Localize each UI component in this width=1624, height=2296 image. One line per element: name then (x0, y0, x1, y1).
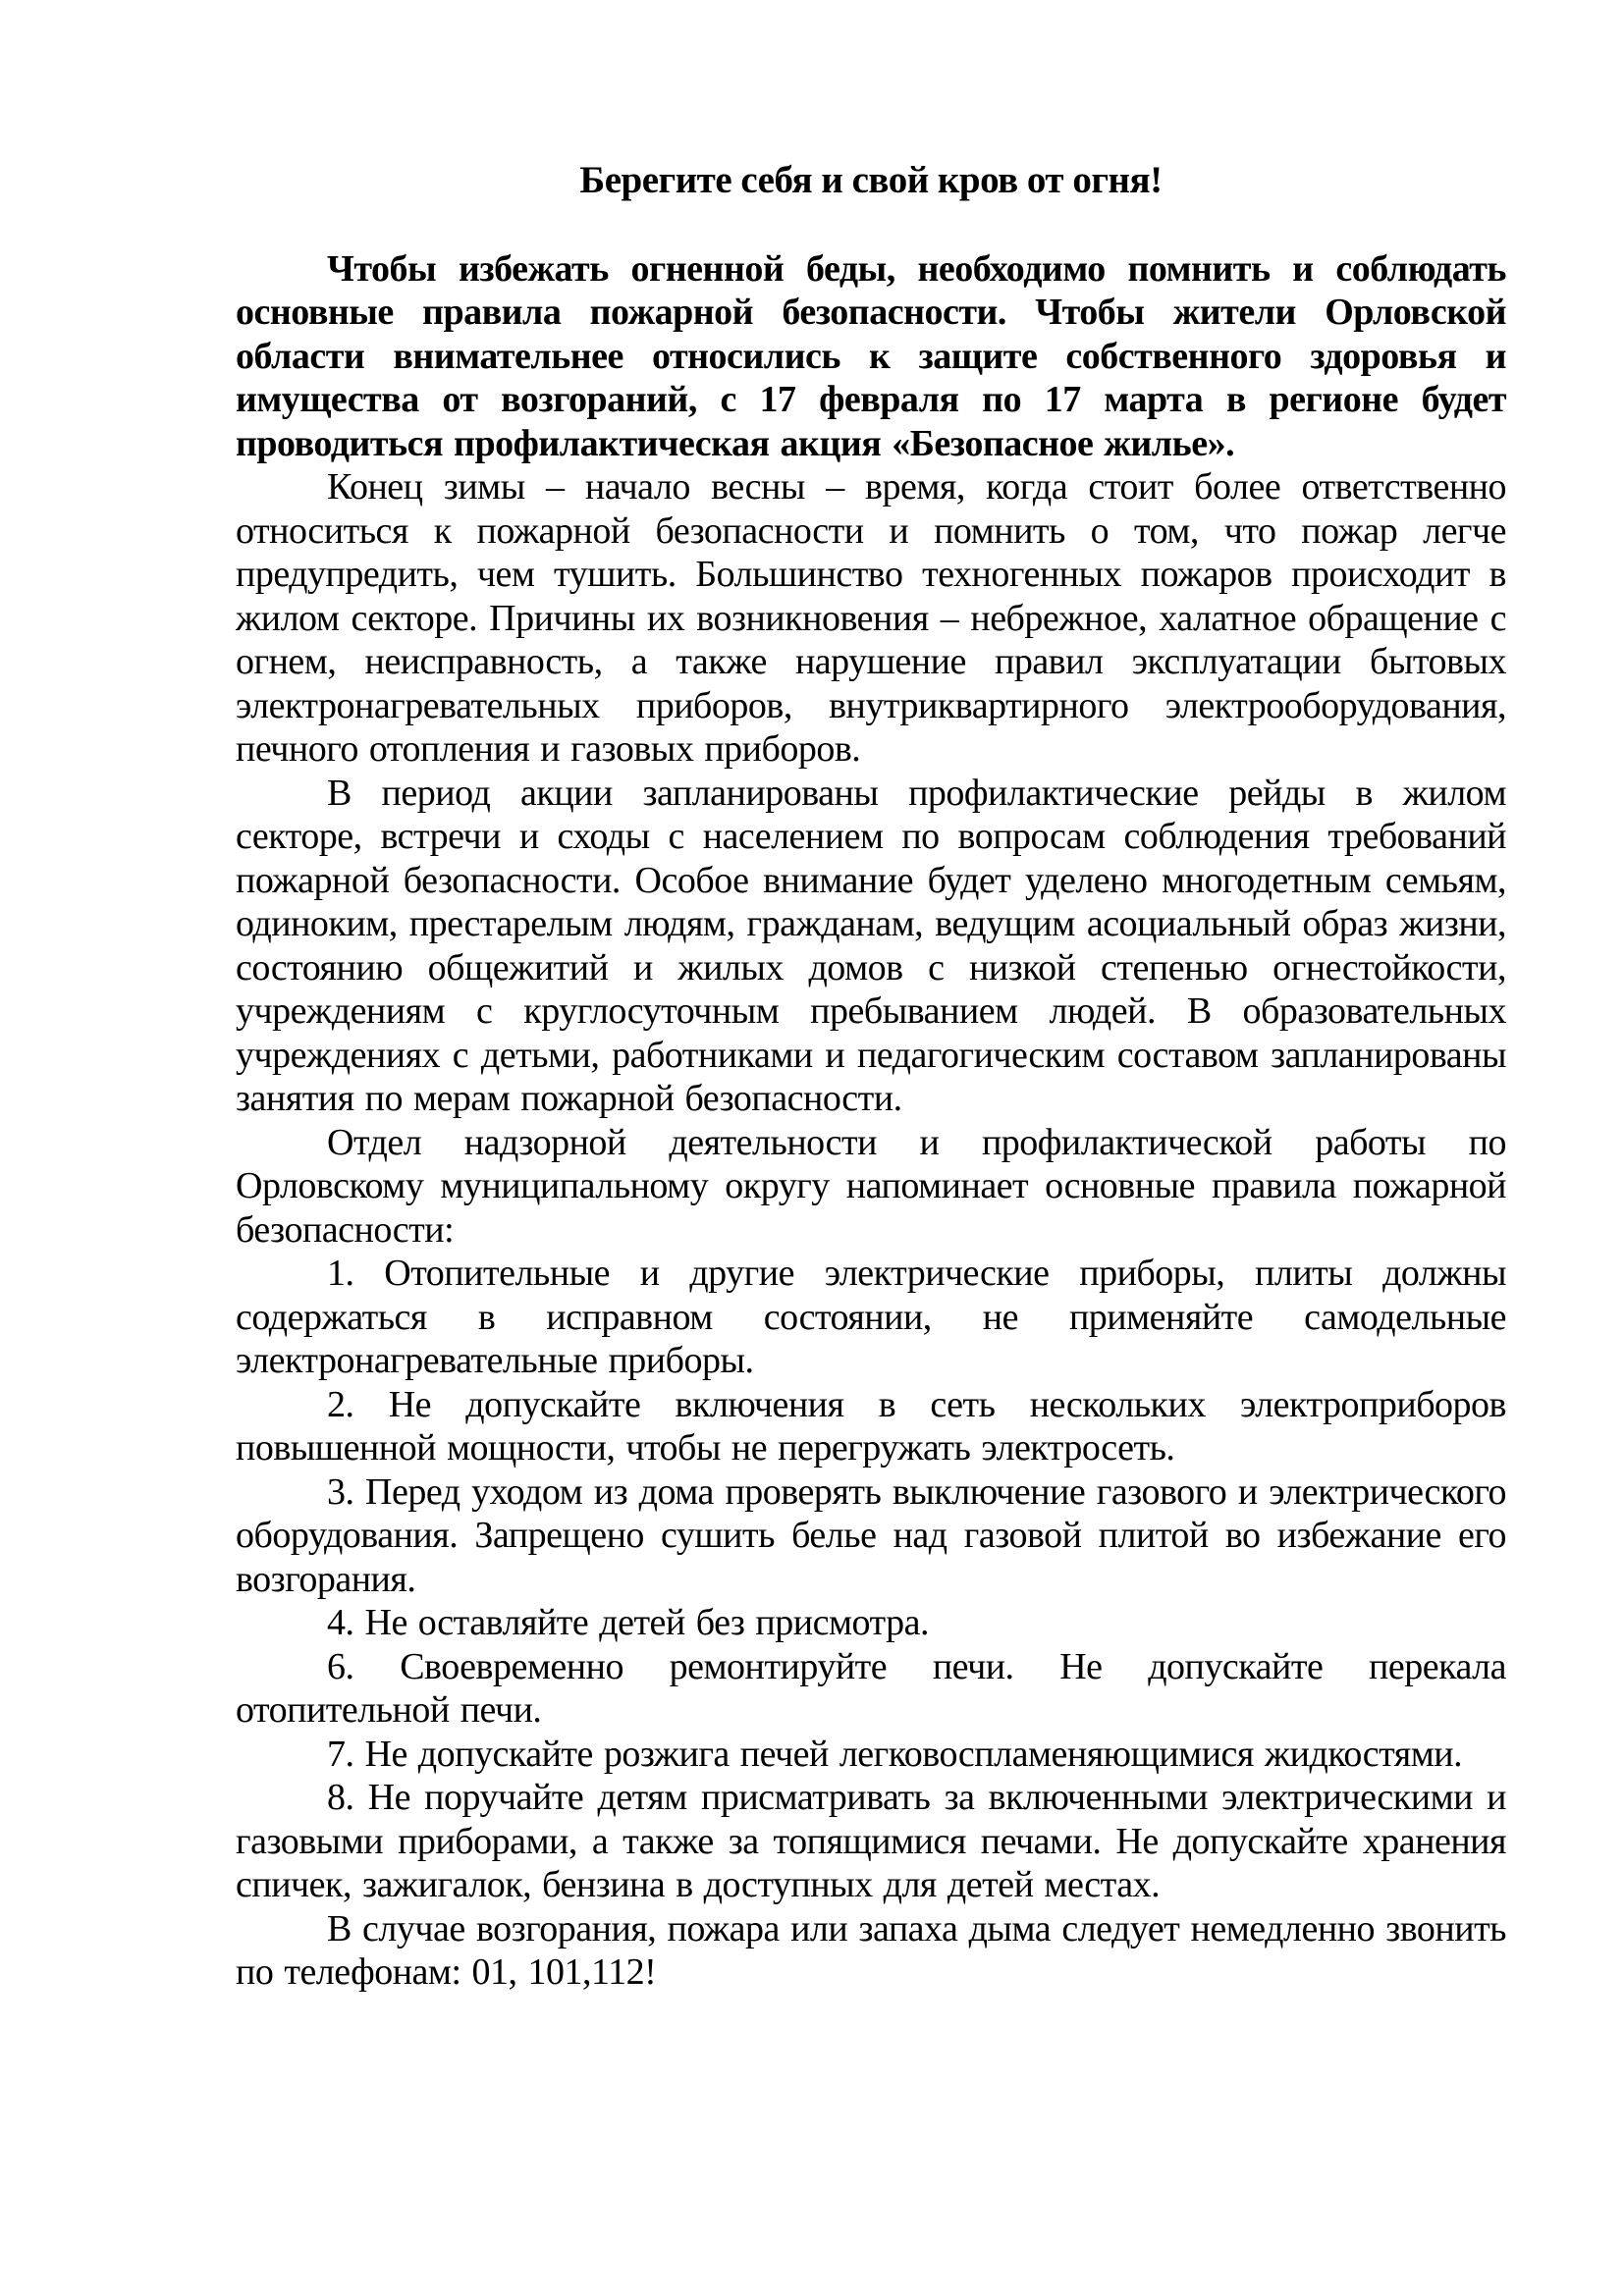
paragraph-rule-6: 6. Своевременно ремонтируйте печи. Не допускайте перекала отопительной печи. (236, 1645, 1506, 1731)
paragraph-emergency-numbers: В случае возгорания, пожара или запаха дыма следует немедленно звонить по телефонам: 01, 101,112! (236, 1907, 1506, 1993)
paragraph-rule-2: 2. Не допускайте включения в сеть нескольких электроприборов повышенной мощности, чтобы не перегружать электросеть. (236, 1383, 1506, 1468)
paragraph-rule-3: 3. Перед уходом из дома проверять выключение газового и электрического оборудования. Запрещено сушить белье над газовой плитой во избежание его возгорания. (236, 1470, 1506, 1600)
document-title: Берегите себя и свой кров от огня! (579, 159, 1163, 201)
paragraph-rule-4: 4. Не оставляйте детей без присмотра. (327, 1602, 929, 1643)
paragraph-rule-7: 7. Не допускайте розжига печей легковоспламеняющимися жидкостями. (327, 1733, 1463, 1775)
paragraph-campaign-announcement: Чтобы избежать огненной беды, необходимо помнить и соблюдать основные правила пожарной безопасности. Чтобы жители Орловской области внимательнее относились к защите собственного здоровья и имущества от возгораний, с 17 февраля по 17 марта в регионе будет проводиться профилактическая акция «Безопасное жилье». (236, 247, 1506, 464)
paragraph-rules-header: Отдел надзорной деятельности и профилактической работы по Орловскому муниципальному округу напоминает основные правила пожарной безопасности: (236, 1121, 1506, 1251)
paragraph-campaign-activities: В период акции запланированы профилактические рейды в жилом секторе, встречи и сходы с населением по вопросам соблюдения требований пожарной безопасности. Особое внимание будет уделено многодетным семьям, одиноким, престарелым людям, гражданам, ведущим асоциальный образ жизни, состоянию общежитий и жилых домов с низкой степенью огнестойкости, учреждениям с круглосуточным пребыванием людей. В образовательных учреждениях с детьми, работниками и педагогическим составом запланированы занятия по мерам пожарной безопасности. (236, 772, 1506, 1119)
paragraph-rule-1: 1. Отопительные и другие электрические приборы, плиты должны содержаться в исправном состоянии, не применяйте самодельные электронагревательные приборы. (236, 1253, 1506, 1381)
paragraph-rule-8: 8. Не поручайте детям присматривать за включенными электрическими и газовыми приборами, а также за топящимися печами. Не допускайте хранения спичек, зажигалок, бензина в доступных для детей местах. (236, 1777, 1506, 1905)
paragraph-fire-causes: Конец зимы – начало весны – время, когда стоит более ответственно относиться к пожарной безопасности и помнить о том, что пожар легче предупредить, чем тушить. Большинство техногенных пожаров происходит в жилом секторе. Причины их возникновения – небрежное, халатное обращение с огнем, неисправность, а также нарушение правил эксплуатации бытовых электронагревательных приборов, внутриквартирного электрооборудования, печного отопления и газовых приборов. (236, 466, 1506, 770)
